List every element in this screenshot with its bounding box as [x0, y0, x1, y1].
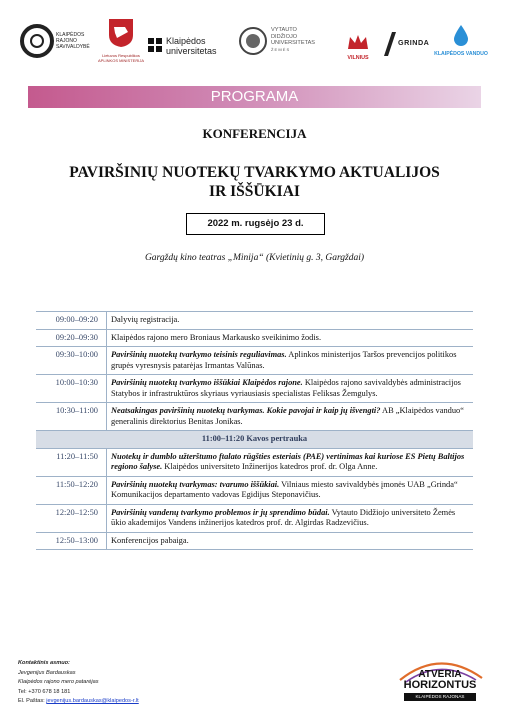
vdu-logo — [238, 26, 316, 61]
schedule-description — [107, 532, 474, 550]
schedule-time: 11:20–11:50 — [36, 448, 107, 476]
schedule-row — [36, 329, 473, 347]
schedule-row — [36, 448, 473, 476]
vilnius-crown-icon — [347, 34, 369, 50]
contact-label: Kontaktinis asmuo: — [18, 660, 70, 666]
talk-title: Nuotekų ir dumblo užterštumo ftalato rūgšties esteriais (PAE) vertinimas kai kuriose ES Pietų Baltijos regiono šalyse. — [111, 451, 465, 471]
vdu-seal-icon — [238, 26, 268, 56]
conference-heading: KONFERENCIJA — [202, 126, 307, 141]
logo-text: Klaipėdos — [166, 36, 206, 46]
brand-line-1: ATVERIA — [418, 669, 462, 680]
schedule-description — [107, 347, 474, 375]
talk-speaker: Aplinkos ministerijos Taršos prevencijos politikos grupės vyresnysis patarėjas Irmantas Valūnas. — [111, 350, 457, 370]
logo-text: KLAIPĖDOS VANDUO — [434, 51, 488, 57]
logo-text: UNIVERSITETAS — [271, 40, 316, 47]
talk-speaker: Klaipėdos universiteto Inžinerijos katedros prof. dr. Olga Anne. — [162, 462, 378, 471]
talk-title: Neatsakingas paviršinių nuotekų tvarkymas. Kokie pavojai ir kaip jų išvengti? — [111, 406, 381, 415]
logo-text: DIDŽIOJO — [271, 33, 298, 40]
logo-text: APLINKOS MINISTERIJA — [97, 58, 144, 63]
schedule-description — [107, 375, 474, 403]
logo-text: VILNIUS — [347, 55, 369, 61]
contact-email-link[interactable]: jevgenijus.bardauskas@klaipedos-r.lt — [46, 698, 139, 705]
talk-speaker: AB „Klaipėdos vanduo“ generalinis direktorius Benitas Jonikas. — [111, 406, 464, 426]
logo-text: RAJONO — [56, 38, 77, 44]
logo-text: universitetas — [166, 46, 217, 56]
talk-speaker: Vilniaus miesto savivaldybės įmonės UAB „Grinda“ Komunikacijos departamento vadovas Egidijus Steponavičius. — [111, 479, 458, 499]
lithuanian-coat-of-arms-icon — [108, 18, 134, 48]
schedule-description — [107, 504, 474, 532]
schedule-row — [36, 375, 473, 403]
talk-title: Paviršinių vandenų tvarkymo problemos ir jų sprendimo būdai. — [111, 507, 330, 517]
schedule-description — [107, 476, 474, 504]
schedule-body — [36, 312, 473, 550]
schedule-time: 10:00–10:30 — [36, 375, 107, 403]
schedule-row — [36, 312, 473, 330]
logo-text: Lietuvos Respublikos — [102, 53, 140, 58]
contact-block — [18, 659, 139, 707]
klaipedos-vanduo-logo — [430, 24, 492, 57]
logo-text: VYTAUTO — [271, 27, 297, 33]
talk-speaker: Klaipėdos rajono mero Broniaus Markausko sveikinimo žodis. — [111, 332, 322, 342]
schedule-description — [107, 448, 474, 476]
talk-speaker: Konferencijos pabaiga. — [111, 535, 189, 545]
contact-email-label: El. Paštas: — [18, 698, 47, 705]
schedule-time: 11:50–12:20 — [36, 476, 107, 504]
schedule-description — [107, 403, 474, 431]
brand-line-3: KLAIPĖDOS RAJONAS — [404, 693, 476, 701]
schedule-break-row — [36, 431, 473, 449]
schedule-description — [107, 312, 474, 330]
talk-title: Paviršinių nuotekų tvarkymo teisinis reguliavimas. — [111, 350, 287, 359]
ministry-logo — [96, 18, 146, 63]
schedule-description — [107, 329, 474, 347]
contact-name: Jevgenijus Bardauskas — [18, 669, 76, 676]
event-venue: Gargždų kino teatras „Minija“ (Kvietinių g. 3, Gargždai) — [144, 253, 365, 263]
logo-text: GRINDA — [398, 38, 430, 47]
atveria-horizontus-logo — [390, 654, 490, 706]
klaipeda-district-logo — [20, 24, 90, 63]
contact-phone: Tel: +370 678 18 181 — [18, 688, 71, 695]
ku-emblem-icon — [148, 38, 162, 52]
break-label: 11:00–11:20 Kavos pertrauka — [36, 431, 473, 449]
schedule-time: 09:20–09:30 — [36, 329, 107, 347]
talk-speaker: Klaipėdos rajono savivaldybės administracijos Statybos ir infrastruktūros skyriaus vyriausiasis specialistas Feliksas Žemgulys. — [111, 378, 461, 398]
schedule-row — [36, 347, 473, 375]
logo-text: KLAIPĖDOS — [56, 32, 85, 38]
schedule-time: 12:20–12:50 — [36, 504, 107, 532]
schedule-time: 10:30–11:00 — [36, 403, 107, 431]
logo-text: Ž E M Ė S — [271, 46, 290, 52]
schedule-table — [36, 311, 473, 550]
conference-title: PAVIRŠINIŲ NUOTEKŲ TVARKYMO AKTUALIJOS IR IŠŠŪKIAI — [69, 164, 440, 200]
event-date: 2022 m. rugsėjo 23 d. — [186, 213, 325, 235]
talk-speaker: Dalyvių registracija. — [111, 315, 180, 324]
talk-title: Paviršinių nuotekų tvarkymas: tvarumo iššūkiai. — [111, 479, 280, 489]
talk-title: Paviršinių nuotekų tvarkymo iššūkiai Klaipėdos rajone. — [111, 378, 303, 387]
klaipeda-district-emblem-icon — [20, 24, 54, 58]
schedule-time: 09:30–10:00 — [36, 347, 107, 375]
schedule-time: 12:50–13:00 — [36, 532, 107, 550]
schedule-row — [36, 476, 473, 504]
schedule-row — [36, 532, 473, 550]
vilnius-logo — [340, 34, 376, 61]
contact-role: Klaipėdos rajono mero patarėjas — [18, 679, 99, 686]
logo-text: SAVIVALDYBĖ — [56, 44, 90, 50]
programa-banner: PROGRAMA — [28, 86, 481, 108]
talk-speaker: Vytauto Didžiojo universiteto Žemės ūkio akademijos Vandens inžinerijos katedros prof. dr. Algirdas Radzevičius. — [111, 507, 456, 527]
grinda-road-icon — [382, 32, 398, 56]
partner-logos — [0, 18, 509, 68]
contact-email-line — [18, 697, 139, 707]
schedule-time: 09:00–09:20 — [36, 312, 107, 330]
schedule-row — [36, 504, 473, 532]
brand-line-2: HORIZONTUS — [403, 679, 477, 691]
water-drop-icon — [453, 24, 469, 46]
schedule-row — [36, 403, 473, 431]
